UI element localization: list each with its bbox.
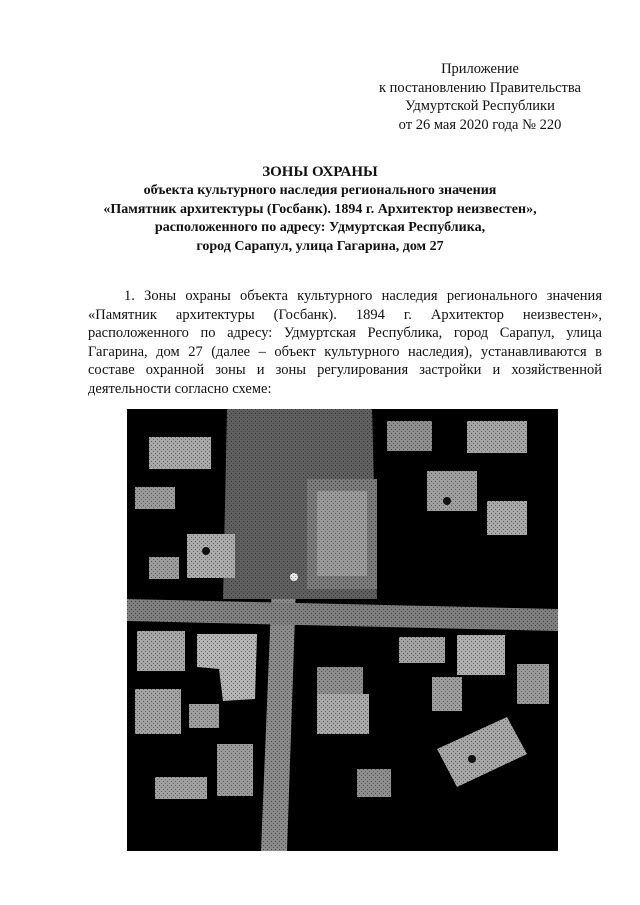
- title-line: город Сарапул, улица Гагарина, дом 27: [196, 238, 444, 254]
- body-paragraph: [88, 287, 602, 399]
- paragraph-line: деятельности согласно схеме:: [88, 380, 272, 397]
- title-heading: ЗОНЫ ОХРАНЫ: [262, 164, 378, 180]
- paragraph-line: «Памятник архитектуры (Госбанк). 1894 г. Архитектор неизвестен»,: [88, 306, 602, 323]
- paragraph-line: Гагарина, дом 27 (далее – объект культурного наследия), устанавливаются в: [88, 343, 602, 360]
- scheme-map: [127, 409, 558, 851]
- protection-zone-scheme: [127, 409, 558, 851]
- title-line: объекта культурного наследия регионального значения: [143, 183, 497, 198]
- appendix-resolution: к постановлению Правительства: [379, 79, 581, 96]
- appendix-date: от 26 мая 2020 года № 220: [398, 116, 562, 133]
- paragraph-line: составе охранной зоны и зоны регулирования застройки и хозяйственной: [88, 362, 602, 379]
- appendix-title: Приложение: [441, 61, 519, 77]
- appendix-republic: Удмуртской Республики: [405, 98, 555, 114]
- title-line: расположенного по адресу: Удмуртская Республика,: [154, 220, 486, 235]
- paragraph-line: расположенного по адресу: Удмуртская Республика, город Сарапул, улица: [88, 325, 602, 342]
- scan-grain: [127, 409, 558, 851]
- appendix-block: [360, 60, 600, 134]
- document-title: [40, 162, 600, 256]
- paragraph-line: 1. Зоны охраны объекта культурного наследия регионального значения: [124, 288, 602, 304]
- title-line: «Памятник архитектуры (Госбанк). 1894 г. Архитектор неизвестен»,: [103, 201, 537, 217]
